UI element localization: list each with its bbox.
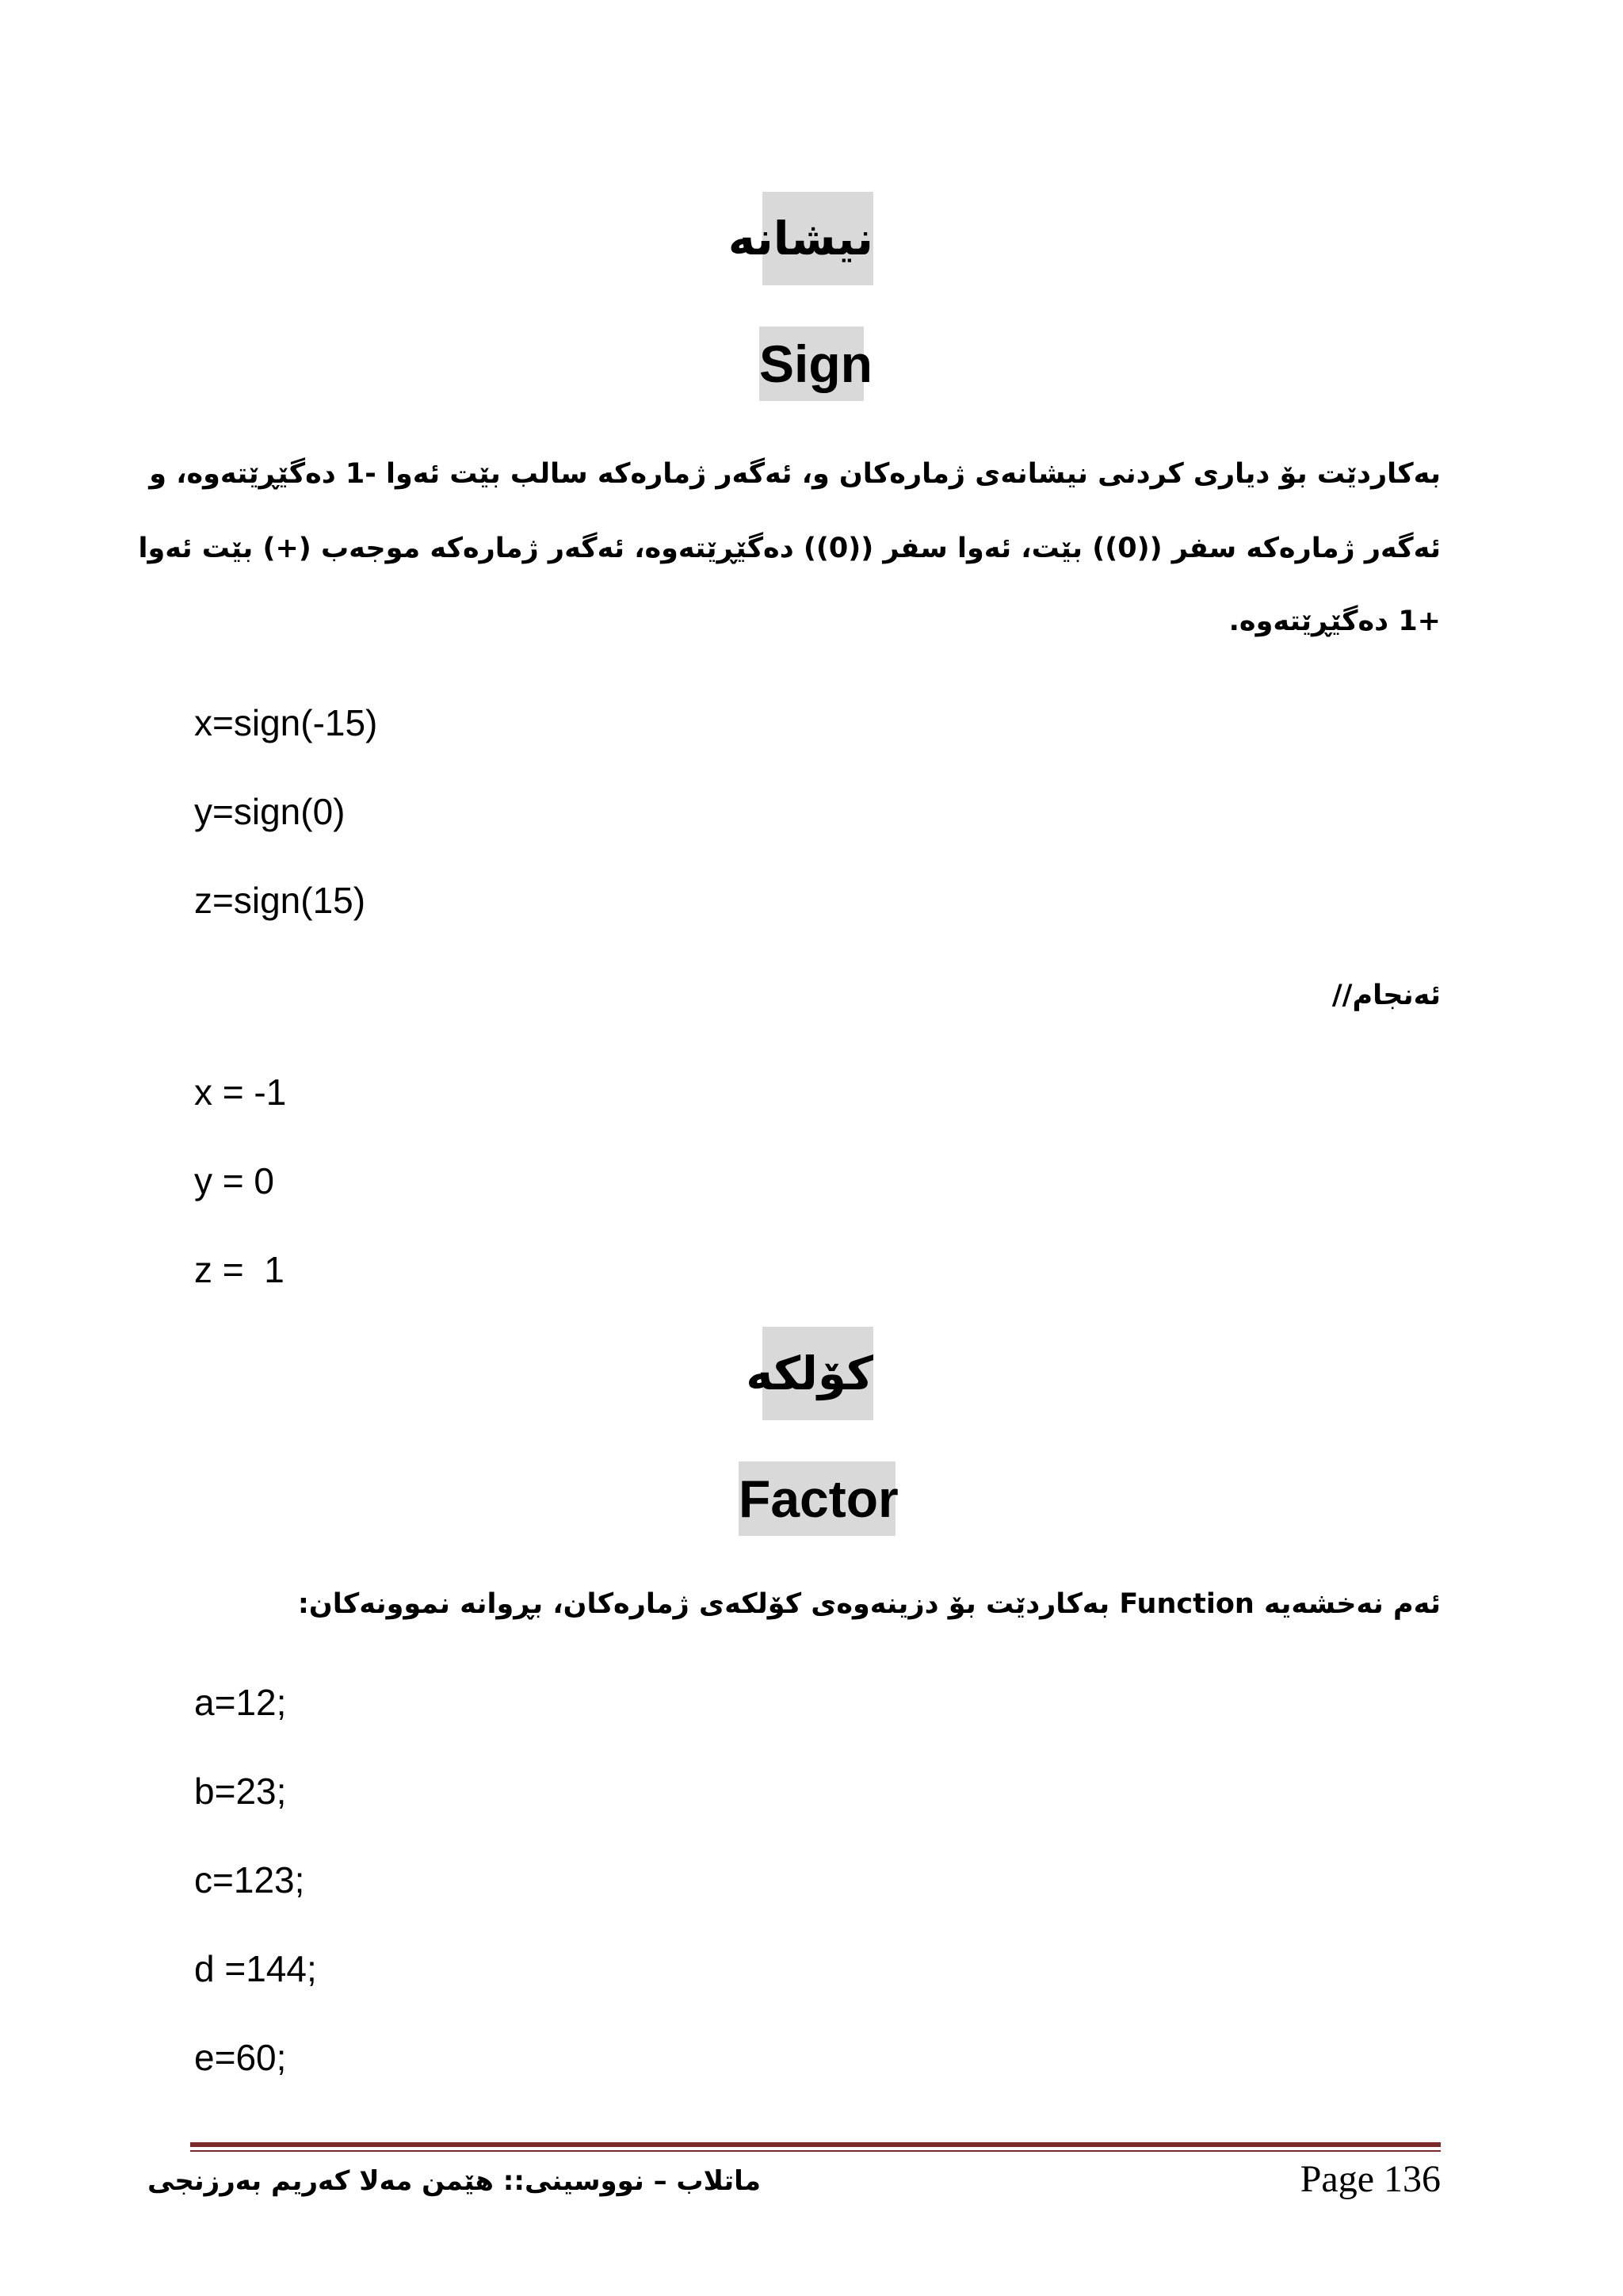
code-line-d: d =144; [194, 1948, 317, 1989]
result-line-z: z = 1 [194, 1249, 285, 1290]
code-line-a: a=12; [194, 1682, 287, 1723]
section-heading-kurdish-factor: کۆلکە [762, 1327, 873, 1420]
page-number: Page 136 [1300, 2158, 1441, 2200]
sign-description-line-2: ئەگەر ژمارەکە سفر ((0)) بێت، ئەوا سفر ((0)) دەگێڕێتەوە، ئەگەر ژمارەکە موجەب (+) بێت ئەوا [138, 533, 1441, 564]
code-line-e: e=60; [194, 2037, 287, 2078]
result-line-y: y = 0 [194, 1160, 275, 1201]
code-line-y-sign: y=sign(0) [194, 791, 346, 832]
section-heading-kurdish-sign: نیشانە [762, 192, 873, 285]
sign-description-line-1: بەکاردێت بۆ دیاری کردنی نیشانەی ژمارەکان و، ئەگەر ژمارەکە سالب بێت ئەوا -1 دەگێڕێتەوە، و [149, 458, 1441, 490]
sign-description-line-3: +1 دەگێڕێتەوە. [1228, 606, 1441, 637]
factor-intro: ئەم نەخشەیە Function بەکاردێت بۆ دزینەوەی کۆلکەی ژمارەکان، بڕوانە نموونەکان: [297, 1588, 1441, 1620]
footer-rule [190, 2142, 1441, 2147]
code-line-c: c=123; [194, 1859, 305, 1901]
section-heading-english-sign: Sign [759, 327, 864, 401]
code-line-x-sign: x=sign(-15) [194, 702, 378, 743]
footer-author: ماتلاب – نووسینی:: هێمن مەلا کەریم بەرزنجی [147, 2165, 761, 2197]
code-line-z-sign: z=sign(15) [194, 880, 366, 921]
result-line-x: x = -1 [194, 1072, 287, 1113]
section-heading-english-factor: Factor [739, 1461, 896, 1536]
result-label: ئەنجام// [1331, 980, 1441, 1011]
code-line-b: b=23; [194, 1771, 287, 1812]
footer-rule-thin [190, 2150, 1441, 2152]
